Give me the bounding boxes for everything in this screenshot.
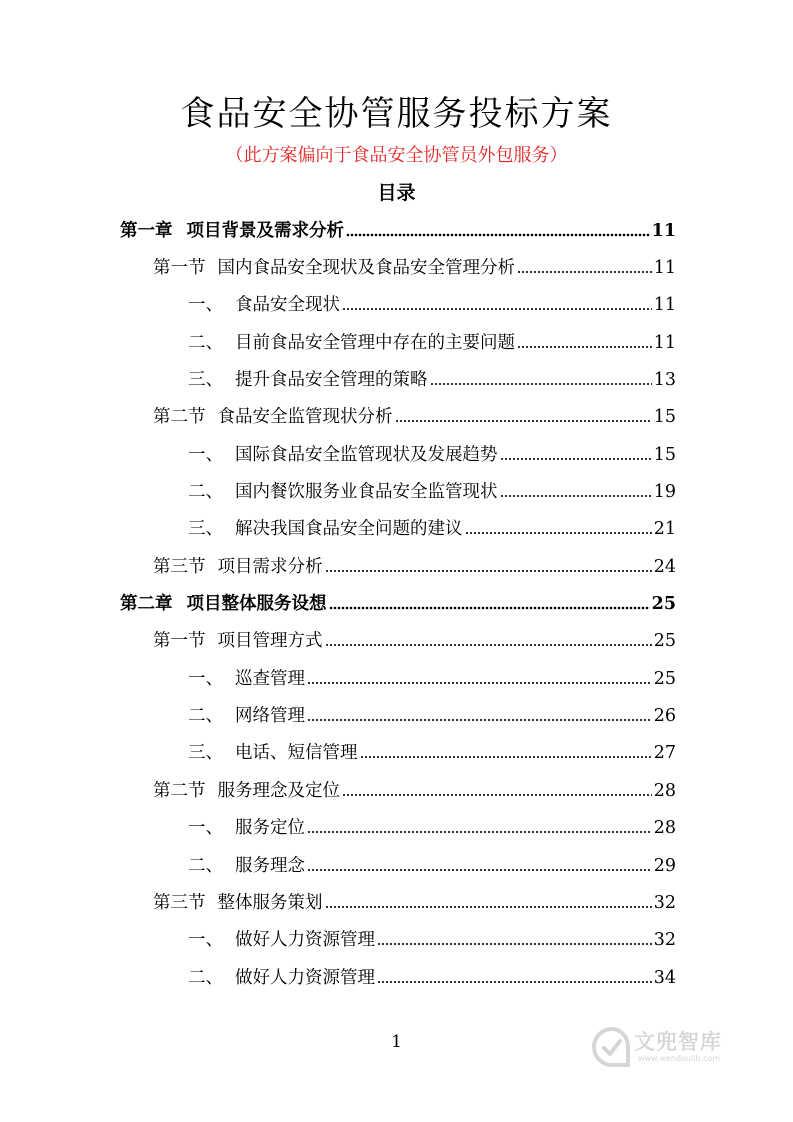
toc-entry-number: 二、 [188, 855, 223, 876]
toc-entry-text: 项目管理方式 [217, 631, 323, 652]
toc-entry[interactable] [120, 399, 676, 436]
toc-page-number: 13 [653, 370, 676, 391]
toc-entry-text: 目前食品安全管理中存在的主要问题 [235, 332, 515, 353]
toc-entry-number: 二、 [188, 332, 223, 353]
toc-entry[interactable] [120, 810, 676, 847]
wendou-logo-icon [590, 1026, 634, 1070]
toc-entry-number: 第一节 [153, 258, 206, 279]
toc-page-number: 27 [653, 743, 676, 764]
toc-leader-dots [377, 942, 652, 946]
toc-entry-label [188, 293, 340, 317]
toc-entry-text: 食品安全现状 [235, 295, 340, 316]
toc-entry-number: 一、 [188, 295, 223, 316]
toc-leader-dots [325, 643, 652, 647]
toc-entry[interactable] [120, 697, 676, 734]
toc-entry-text: 项目整体服务设想 [186, 594, 327, 615]
toc-entry-number: 三、 [188, 743, 223, 764]
toc-entry-text: 电话、短信管理 [235, 743, 358, 764]
toc-entry-label [120, 592, 327, 616]
toc-page-number: 25 [651, 594, 676, 615]
toc-entry[interactable] [120, 660, 676, 697]
toc-leader-dots [307, 868, 652, 872]
toc-entry-label [188, 928, 375, 952]
toc-entry-number: 三、 [188, 370, 223, 391]
watermark-url: www.wendoulib.com [638, 1054, 721, 1063]
toc-page-number: 19 [653, 482, 676, 503]
toc-entry-label [188, 480, 498, 504]
toc-entry-label [188, 517, 463, 541]
toc-leader-dots [517, 270, 652, 274]
toc-entry-text: 整体服务策划 [217, 892, 323, 913]
toc-page-number: 21 [653, 519, 676, 540]
toc-entry-text: 项目背景及需求分析 [186, 220, 344, 241]
toc-entry-number: 第二节 [153, 780, 206, 801]
toc-entry-label [188, 741, 358, 765]
toc-entry[interactable] [120, 772, 676, 809]
toc-entry-number: 一、 [188, 668, 223, 689]
toc-entry[interactable] [120, 735, 676, 772]
toc-leader-dots [430, 382, 652, 386]
toc-page-number: 29 [653, 855, 676, 876]
table-of-contents [120, 212, 676, 996]
toc-page-number: 25 [653, 668, 676, 689]
toc-leader-dots [342, 307, 652, 311]
toc-entry-label [153, 555, 323, 579]
toc-entry-text: 做好人力资源管理 [235, 967, 375, 988]
toc-page-number: 28 [653, 818, 676, 839]
toc-page-number: 15 [653, 444, 676, 465]
toc-entry-number: 二、 [188, 482, 223, 503]
toc-entry[interactable] [120, 847, 676, 884]
toc-leader-dots [395, 419, 652, 423]
toc-entry-text: 解决我国食品安全问题的建议 [235, 519, 463, 540]
toc-entry-label [188, 667, 305, 691]
toc-leader-dots [346, 233, 650, 237]
watermark-brand: 文兜智库 [634, 1030, 722, 1054]
toc-entry-text: 服务理念及定位 [217, 780, 340, 801]
document-title: 食品安全协管服务投标方案 [180, 94, 613, 134]
toc-leader-dots [307, 681, 652, 685]
toc-entry-label [153, 779, 340, 803]
toc-page-number: 32 [653, 892, 676, 913]
toc-leader-dots [329, 606, 650, 610]
toc-entry[interactable] [120, 361, 676, 398]
toc-leader-dots [325, 569, 652, 573]
toc-entry[interactable] [120, 212, 676, 249]
toc-entry-label [188, 966, 375, 990]
toc-entry[interactable] [120, 436, 676, 473]
page-number: 1 [391, 1032, 402, 1052]
toc-entry-label [188, 368, 428, 392]
toc-leader-dots [307, 718, 652, 722]
toc-entry-label [153, 891, 323, 915]
toc-entry[interactable] [120, 884, 676, 921]
toc-entry-number: 第二章 [120, 594, 173, 615]
toc-leader-dots [360, 755, 652, 759]
toc-entry-label [153, 629, 323, 653]
toc-leader-dots [307, 830, 652, 834]
toc-page-number: 11 [653, 258, 676, 279]
toc-entry-label [188, 704, 305, 728]
toc-page-number: 26 [653, 706, 676, 727]
toc-entry[interactable] [120, 585, 676, 622]
toc-entry-label [153, 256, 515, 280]
toc-page-number: 25 [653, 631, 676, 652]
toc-page-number: 32 [653, 930, 676, 951]
toc-page-number: 11 [653, 295, 676, 316]
toc-entry[interactable] [120, 959, 676, 996]
toc-entry-text: 做好人力资源管理 [235, 930, 375, 951]
toc-entry-number: 二、 [188, 706, 223, 727]
toc-entry-text: 提升食品安全管理的策略 [235, 370, 428, 391]
toc-entry-label [188, 331, 515, 355]
toc-entry-text: 服务理念 [235, 855, 305, 876]
toc-page-number: 28 [653, 780, 676, 801]
toc-leader-dots [342, 793, 652, 797]
toc-entry-label [153, 405, 393, 429]
toc-entry-number: 第一章 [120, 220, 173, 241]
toc-leader-dots [517, 345, 652, 349]
toc-entry[interactable] [120, 287, 676, 324]
document-subtitle: （此方案偏向于食品安全协管员外包服务） [225, 145, 568, 166]
toc-entry-text: 项目需求分析 [217, 556, 323, 577]
toc-page-number: 11 [653, 332, 676, 353]
toc-entry-label [188, 443, 498, 467]
toc-entry[interactable] [120, 249, 676, 286]
toc-entry-label [120, 219, 344, 243]
toc-entry-text: 国内食品安全现状及食品安全管理分析 [217, 258, 515, 279]
toc-entry-number: 一、 [188, 444, 223, 465]
toc-entry-number: 二、 [188, 967, 223, 988]
toc-entry-text: 国际食品安全监管现状及发展趋势 [235, 444, 498, 465]
toc-leader-dots [500, 457, 652, 461]
toc-heading: 目录 [377, 182, 416, 204]
toc-entry[interactable] [120, 473, 676, 510]
toc-leader-dots [465, 531, 652, 535]
toc-entry-number: 第一节 [153, 631, 206, 652]
toc-leader-dots [325, 905, 652, 909]
toc-entry[interactable] [120, 623, 676, 660]
toc-entry-number: 一、 [188, 818, 223, 839]
toc-entry-text: 服务定位 [235, 818, 305, 839]
toc-entry[interactable] [120, 922, 676, 959]
toc-entry[interactable] [120, 548, 676, 585]
toc-entry-text: 巡查管理 [235, 668, 305, 689]
toc-entry-label [188, 854, 305, 878]
toc-entry-number: 第二节 [153, 407, 206, 428]
toc-entry[interactable] [120, 511, 676, 548]
toc-entry[interactable] [120, 324, 676, 361]
toc-entry-text: 食品安全监管现状分析 [217, 407, 393, 428]
toc-page-number: 34 [653, 967, 676, 988]
toc-page-number: 15 [653, 407, 676, 428]
toc-entry-text: 国内餐饮服务业食品安全监管现状 [235, 482, 498, 503]
toc-leader-dots [377, 980, 652, 984]
toc-entry-number: 三、 [188, 519, 223, 540]
toc-entry-number: 第三节 [153, 556, 206, 577]
toc-leader-dots [500, 494, 652, 498]
toc-page-number: 11 [651, 220, 676, 241]
toc-page-number: 24 [653, 556, 676, 577]
toc-entry-number: 第三节 [153, 892, 206, 913]
toc-entry-number: 一、 [188, 930, 223, 951]
watermark [590, 1024, 750, 1072]
toc-entry-text: 网络管理 [235, 706, 305, 727]
toc-entry-label [188, 816, 305, 840]
